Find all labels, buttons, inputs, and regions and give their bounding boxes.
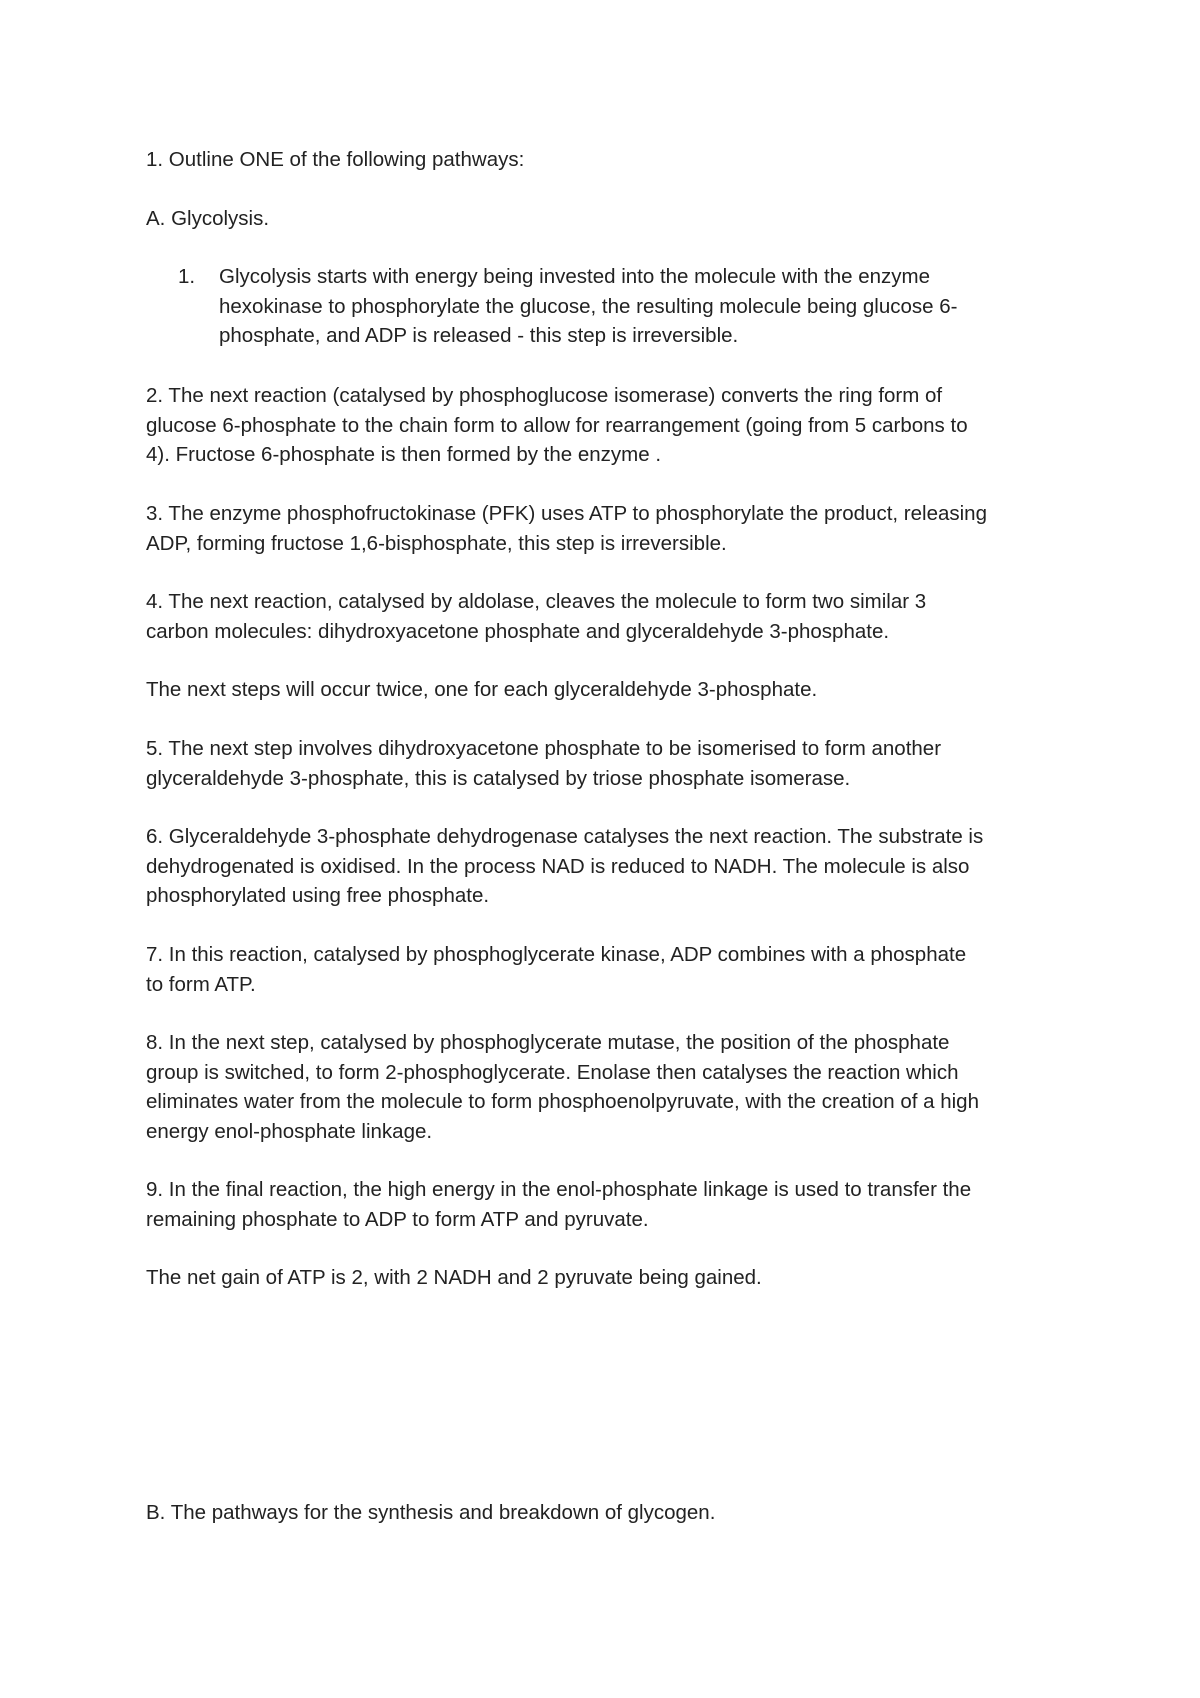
net-gain-summary: The net gain of ATP is 2, with 2 NADH and 2 pyruvate being gained. — [146, 1266, 762, 1289]
step-3-paragraph: 3. The enzyme phosphofructokinase (PFK) uses ATP to phosphorylate the product, releasing ADP, forming fructose 1,6-bisphosphate, this step is irreversible. — [146, 502, 987, 555]
step-6-paragraph: 6. Glyceraldehyde 3-phosphate dehydrogenase catalyses the next reaction. The substrate is dehydrogenated is oxidised. In the process NAD is reduced to NADH. The molecule is also phosphorylated using free phosphate. — [146, 825, 984, 907]
part-b-heading: B. The pathways for the synthesis and breakdown of glycogen. — [146, 1501, 716, 1524]
step-5-paragraph: 5. The next step involves dihydroxyacetone phosphate to be isomerised to form another glyceraldehyde 3-phosphate, this is catalysed by triose phosphate isomerase. — [146, 737, 942, 790]
step-9-paragraph: 9. In the final reaction, the high energy in the enol-phosphate linkage is used to transfer the remaining phosphate to ADP to form ATP and pyruvate. — [146, 1178, 972, 1231]
step-7-paragraph: 7. In this reaction, catalysed by phosphoglycerate kinase, ADP combines with a phosphate to form ATP. — [146, 943, 967, 996]
step-1-paragraph: Glycolysis starts with energy being invested into the molecule with the enzyme hexokinase to phosphorylate the glucose, the resulting molecule being glucose 6- phosphate, and ADP is released - this step is irreversible. — [219, 265, 958, 347]
question-heading: 1. Outline ONE of the following pathways: — [146, 148, 525, 171]
step-1-number: 1. — [178, 265, 196, 288]
step-4-paragraph: 4. The next reaction, catalysed by aldolase, cleaves the molecule to form two similar 3 carbon molecules: dihydroxyacetone phosphate and glyceraldehyde 3-phosphate. — [146, 590, 927, 643]
step-8-paragraph: 8. In the next step, catalysed by phosphoglycerate mutase, the position of the phosphate group is switched, to form 2-phosphoglycerate. Enolase then catalyses the reaction which eliminates water from the molecule to form phosphoenolpyruvate, with the creation of a high energy enol-phosphate linkage. — [146, 1031, 979, 1143]
twice-note: The next steps will occur twice, one for each glyceraldehyde 3-phosphate. — [146, 678, 818, 701]
step-2-paragraph: 2. The next reaction (catalysed by phosphoglucose isomerase) converts the ring form of glucose 6-phosphate to the chain form to allow for rearrangement (going from 5 carbons to 4). Fructose 6-phosphate is then formed by the enzyme . — [146, 384, 968, 466]
part-a-heading: A. Glycolysis. — [146, 207, 270, 230]
